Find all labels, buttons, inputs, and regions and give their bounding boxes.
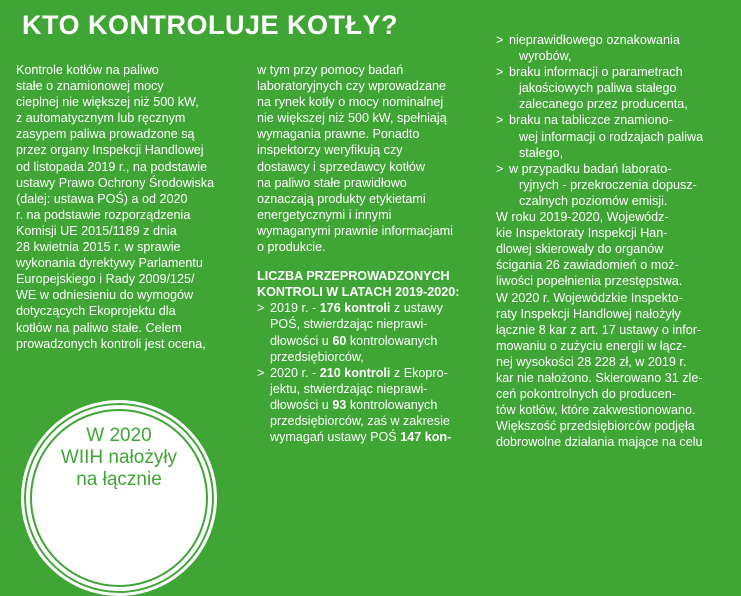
text-line: WE w odniesieniu do wymogów (16, 288, 194, 303)
text-line: Europejskiego i Rady 2009/125/ (16, 272, 195, 287)
text-line: wykonania dyrektywy Parlamentu (16, 256, 203, 271)
text-line: na paliwo stałe prawidłowo (257, 175, 407, 190)
text-line: liwości popełnienia przestępstwa. (496, 274, 683, 289)
text-line: dobrowolne działania mające na celu (496, 435, 703, 450)
list-item-line: czalnych poziomów emisji. (519, 193, 668, 208)
text-line: kie Inspektoraty Inspekcji Han- (496, 226, 668, 241)
badge-line: na łącznie (76, 469, 162, 490)
text-line: dlowej skierowały do organów (496, 242, 664, 257)
text-line: dostawcy i sprzedawcy kotłów (257, 159, 425, 174)
list-item (496, 161, 728, 209)
text-line: nie większej niż 500 kW, spełniają (257, 111, 447, 126)
text-line: Większość przedsiębiorców podjęła (496, 419, 695, 434)
list-item-line: jakościowych paliwa stałego (519, 81, 677, 96)
text-line: dotyczących Ekoprojektu dla (16, 304, 176, 319)
text-line: nej wysokości 28 228 zł, w 2019 r. (496, 354, 687, 369)
list-item-line: > nieprawidłowego oznakowania (509, 33, 680, 47)
text-line: prowadzonych kontroli jest ocena, (16, 336, 206, 351)
text-line: łącznie 8 kar z art. 17 ustawy o infor- (496, 322, 702, 337)
text-line: W roku 2019-2020, Wojewódz- (496, 210, 669, 225)
summary-badge (21, 400, 217, 596)
list-item (496, 32, 728, 64)
text-line: 28 kwietnia 2015 r. w sprawie (16, 240, 181, 255)
text-line: kar nie nałożono. Skierowano 31 zle- (496, 370, 703, 385)
text-line: wymaganymi prawnie informacjami (257, 223, 453, 238)
column-2 (257, 62, 489, 445)
text-line: Kontrole kotłów na paliwo (16, 63, 159, 77)
text-line: ceń pokontrolnych do producen- (496, 387, 676, 402)
text-line: oznaczają produkty etykietami (257, 191, 426, 206)
controls-heading (257, 268, 489, 300)
list-item-line: > braku na tabliczce znamiono- (509, 113, 673, 128)
text-line: inspektorzy weryfikują czy (257, 143, 403, 158)
column-3-text (496, 209, 728, 450)
controls-list (257, 300, 489, 445)
text-line: ustawy Prawo Ochrony Środowiska (16, 175, 215, 190)
text-line: cieplnej nie większej niż 500 kW, (16, 95, 199, 110)
text-line: o produkcie. (257, 240, 326, 255)
violations-list (496, 32, 728, 209)
text-line: stałe o znamionowej mocy (16, 79, 164, 94)
text-line: mowaniu o zużyciu energii w łącz- (496, 338, 687, 353)
list-item-line: > braku informacji o parametrach (509, 65, 683, 80)
text-line: tów kotłów, które zakwestionowano. (496, 403, 696, 418)
text-line: zasypem paliwa prowadzone są (16, 127, 195, 142)
column-1-text (16, 62, 242, 352)
column-2-text (257, 62, 489, 255)
badge-line: W 2020 (86, 425, 152, 446)
list-item-line: stałego, (519, 145, 564, 160)
text-line: W 2020 r. Wojewódzkie Inspekto- (496, 290, 683, 305)
text-line: (dalej: ustawa POŚ) a od 2020 (16, 191, 188, 206)
text-line: ścigania 26 zawiadomień o moż- (496, 258, 679, 273)
list-item (496, 112, 728, 160)
text-line: energetycznymi i innymi (257, 207, 392, 222)
column-3 (496, 32, 728, 450)
text-line: Komisji UE 2015/1189 z dnia (16, 223, 177, 238)
badge-line: WIIH nałożyły (60, 447, 178, 468)
column-1 (16, 62, 242, 352)
list-item-line: wyrobów, (519, 49, 572, 64)
text-line: z automatycznym lub ręcznym (16, 111, 186, 126)
text-line: od listopada 2019 r., na podstawie (16, 159, 208, 174)
text-line: laboratoryjnych czy wprowadzane (257, 79, 446, 94)
list-item-line: > w przypadku badań laborato- (509, 161, 672, 176)
page-title: KTO KONTROLUJE KOTŁY? (22, 10, 399, 40)
list-item-line: zalecanego przez producenta, (519, 97, 688, 112)
summary-badge-text (24, 425, 214, 491)
list-item (496, 64, 728, 112)
list-item-line: ryjnych - przekroczenia dopusz- (519, 177, 697, 192)
list-item: > 2020 r. - 210 kontroli z Ekopro- jektu, stwierdzając nieprawi- dłowości u 93 kontrolowanych przedsiębiorców, zaś w zakresie wymagań ustawy POŚ 147 kon- (257, 365, 489, 445)
text-line: na rynek kotły o mocy nominalnej (257, 95, 444, 110)
text-line: kotłów na paliwo stałe. Celem (16, 320, 182, 335)
text-line: r. na podstawie rozporządzenia (16, 207, 191, 222)
text-line: raty Inspekcji Handlowej nałożyły (496, 306, 681, 321)
text-line: wymagania prawne. Ponadto (257, 127, 420, 142)
controls-heading-line-1: LICZBA PRZEPROWADZONYCH (257, 269, 450, 284)
list-item: > 2019 r. - 176 kontroli z ustawy POŚ, stwierdzając nieprawi- dłowości u 60 kontrolowanych przedsiębiorców, (257, 300, 489, 364)
list-item-line: wej informacji o rodzajach paliwa (519, 129, 704, 144)
text-line: przez organy Inspekcji Handlowej (16, 143, 204, 158)
text-line: w tym przy pomocy badań (257, 63, 404, 77)
controls-heading-line-2: KONTROLI W LATACH 2019-2020: (257, 285, 460, 300)
